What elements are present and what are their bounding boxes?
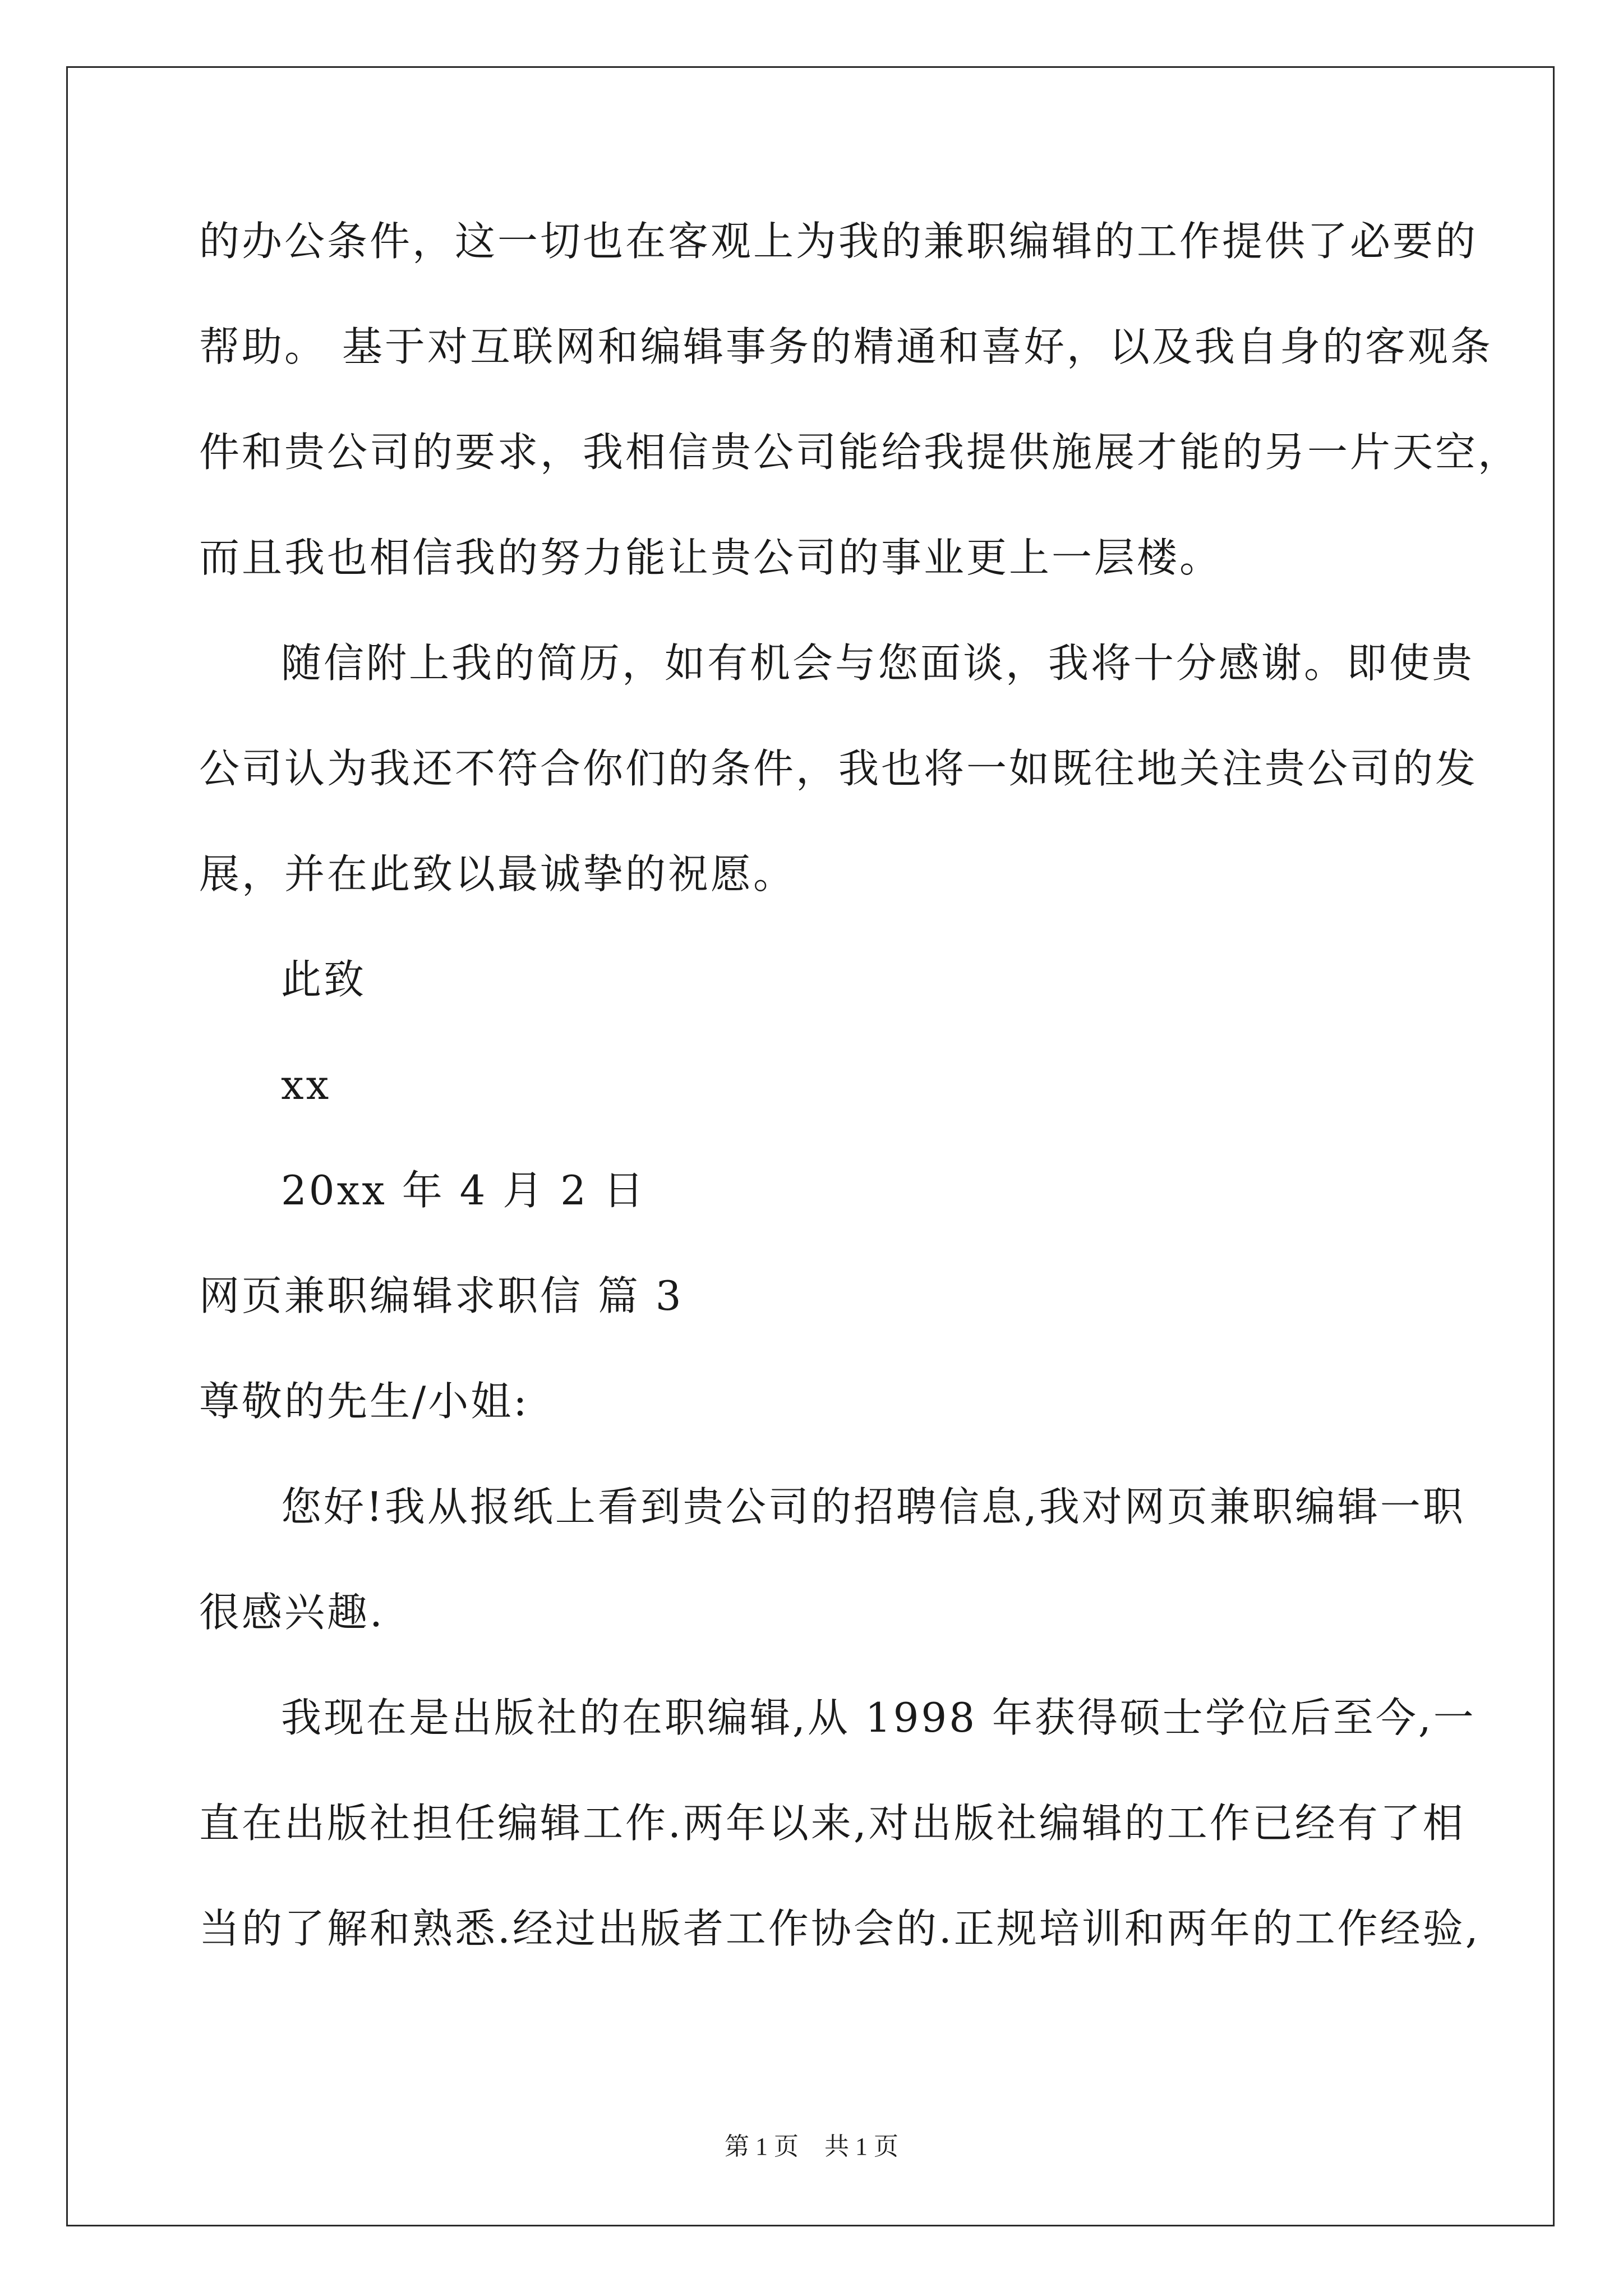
paragraph-first-line: 我现在是出版社的在职编辑,从 1998 年获得硕士学位后至今,一 <box>281 1694 1476 1741</box>
text-line: 公司认为我还不符合你们的条件，我也将一如既往地关注贵公司的发 <box>199 745 1478 792</box>
page-footer <box>0 2126 1623 2162</box>
text-line: 的办公条件，这一切也在客观上为我的兼职编辑的工作提供了必要的 <box>199 218 1478 265</box>
text-line: 很感兴趣. <box>199 1589 385 1636</box>
section-heading: 网页兼职编辑求职信 篇 3 <box>199 1272 684 1319</box>
page-number: 第 1 页 <box>725 2133 799 2160</box>
text-line: 而且我也相信我的努力能让贵公司的事业更上一层楼。 <box>199 534 1223 581</box>
paragraph-first-line: 您好!我从报纸上看到贵公司的招聘信息,我对网页兼职编辑一职 <box>281 1483 1465 1530</box>
letter-date: 20xx 年 4 月 2 日 <box>281 1167 646 1214</box>
signature-name: xx <box>281 1061 331 1108</box>
text-line: 当的了解和熟悉.经过出版者工作协会的.正规培训和两年的工作经验, <box>199 1905 1481 1952</box>
text-line: 帮助。 基于对互联网和编辑事务的精通和喜好，以及我自身的客观条 <box>199 323 1493 370</box>
text-line: 直在出版社担任编辑工作.两年以来,对出版社编辑的工作已经有了相 <box>199 1800 1465 1847</box>
paragraph-first-line: 随信附上我的简历，如有机会与您面谈，我将十分感谢。即使贵 <box>281 639 1475 687</box>
text-line: 展，并在此致以最诚挚的祝愿。 <box>199 850 796 898</box>
closing-salutation: 此致 <box>281 956 367 1003</box>
text-line: 件和贵公司的要求，我相信贵公司能给我提供施展才能的另一片天空， <box>199 429 1521 476</box>
greeting: 尊敬的先生/小姐: <box>199 1378 529 1425</box>
page-total: 共 1 页 <box>824 2133 898 2160</box>
document-body <box>199 208 1521 2000</box>
